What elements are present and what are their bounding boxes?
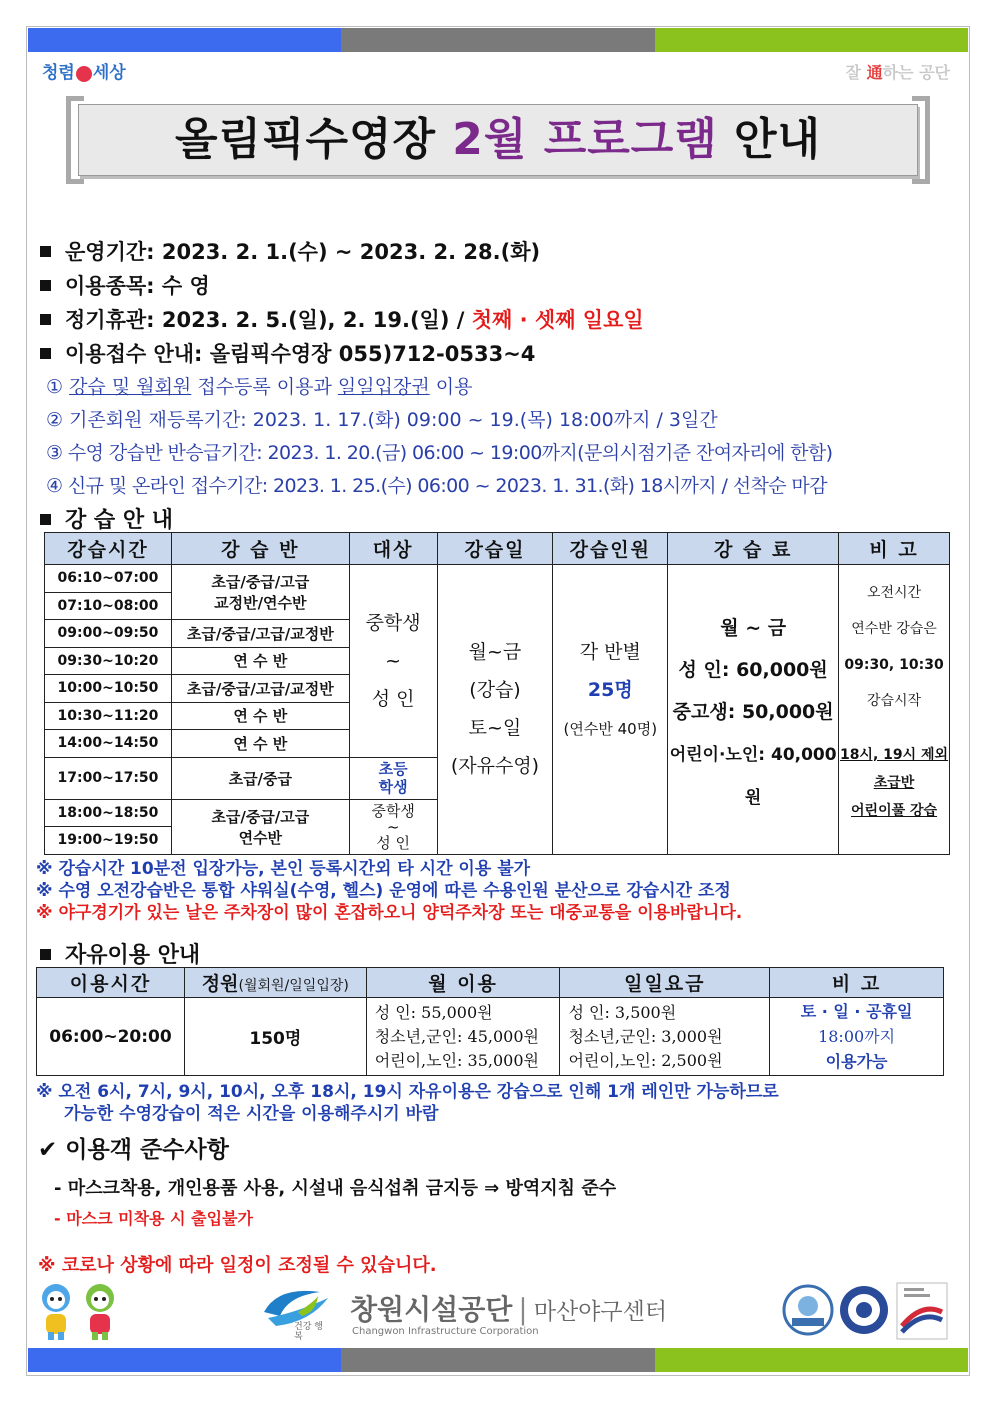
daily-fees: 성 인: 3,500원 청소년,군인: 3,000원 어린이,노인: 2,500원 <box>560 998 770 1076</box>
table-row: 18:00~18:50 초급/중급/고급 연수반 중학생 ~ 성 인 <box>45 799 950 827</box>
info-sub-1: ① 강습 및 월회원 접수등록 이용과 일일입장권 이용 <box>46 376 473 398</box>
human-rights-certification-icon <box>838 1284 890 1336</box>
table-row: 07:10~08:00 <box>45 592 950 620</box>
top-color-bar <box>28 28 968 52</box>
info-item: 이용종목: 수 영 <box>40 269 833 303</box>
lessons-section-title: 강 습 안 내 <box>40 503 173 534</box>
info-sub-2: ② 기존회원 재등록기간: 2023. 1. 17.(화) 09:00 ~ 19.(목) 18:00까지 / 3일간 <box>46 409 718 431</box>
table-row: 06:00~20:00 150명 성 인: 55,000원 청소년,군인: 45,000원 어린이,노인: 35,000원 성 인: 3,500원 청소년,군인: 3,000원 어린이,노인: 2,500원 토 · 일 · 공휴일 18:00까지 이용가능 <box>37 998 944 1076</box>
table-row: 14:00~14:50 연 수 반 <box>45 730 950 758</box>
capacity-cell: 각 반별 25명 (연수반 40명) <box>553 565 668 855</box>
title-box <box>66 96 930 184</box>
table-row: 09:00~09:50 초급/중급/고급/교정반 <box>45 620 950 648</box>
target-cell-3: 중학생 ~ 성 인 <box>349 799 437 854</box>
lessons-header-fee: 강 습 료 <box>668 533 839 565</box>
target-cell-elementary: 초등 학생 <box>349 757 437 799</box>
table-row: 06:10~07:00 초급/중급/고급 교정반/연수반 중학생 ~ 성 인 월~금 (강습) 토~일 (자유수영) 각 반별 25명 (연수반 40명) 월 ~ 금 성 인: 60,000원 중고생: 50,000원 어린이·노인: 40,000원 오전시간 연수반 강습은 09:30, 10:30 강습시작 18시, 19시 제외 초급반 어린이풀 강습 <box>45 565 950 593</box>
lessons-header-target: 대상 <box>349 533 437 565</box>
rule-1: - 마스크착용, 개인용품 사용, 시설내 음식섭취 금지등 ⇒ 방역지침 준수 <box>54 1178 617 1199</box>
info-section <box>40 235 833 503</box>
table-row: 10:00~10:50 초급/중급/고급/교정반 <box>45 675 950 703</box>
info-sub-3: ③ 수영 강습반 반승급기간: 2023. 1. 20.(금) 06:00 ~ 19:00까지(문의시점기준 잔여자리에 한함) <box>46 442 833 464</box>
page-title: 올림픽수영장 2월 프로그램 안내 <box>78 104 918 176</box>
free-use-notes: ※ 오전 6시, 7시, 9시, 10시, 오후 18시, 19시 자유이용은 강습으로 인해 1개 레인만 가능하므로 가능한 수영강습이 적은 시간을 이용해주시기 바람 <box>36 1082 779 1124</box>
fee-cell: 월 ~ 금 성 인: 60,000원 중고생: 50,000원 어린이·노인: 40,000원 <box>668 565 839 855</box>
table-row: 09:30~10:20 연 수 반 <box>45 647 950 675</box>
table-row: 19:00~19:50 <box>45 827 950 855</box>
lessons-header-class: 강 습 반 <box>171 533 349 565</box>
info-closed: 정기휴관: 2023. 2. 5.(일), 2. 19.(일) / 첫째 · 셋째 일요일 <box>40 303 833 337</box>
rule-2: - 마스크 미착용 시 출입불가 <box>54 1209 253 1228</box>
free-use-section-title: 자유이용 안내 <box>40 938 200 969</box>
rules-title: ✔ 이용객 준수사항 <box>38 1137 229 1163</box>
logo-slogan: 잘 通하는 공단 <box>845 63 950 82</box>
info-period: 운영기간: 2023. 2. 1.(수) ~ 2023. 2. 28.(화) <box>40 235 833 269</box>
lessons-header-time: 강습시간 <box>45 533 172 565</box>
remark-cell: 오전시간 연수반 강습은 09:30, 10:30 강습시작 18시, 19시 제외 초급반 어린이풀 강습 <box>839 565 950 855</box>
mascot-icon <box>80 1282 120 1342</box>
table-row: 17:00~17:50 초급/중급 초등 학생 <box>45 757 950 799</box>
days-cell: 월~금 (강습) 토~일 (자유수영) <box>437 565 553 855</box>
certification-emblem-icon <box>896 1282 948 1340</box>
mascot-icon <box>36 1282 76 1342</box>
info-sub-4: ④ 신규 및 온라인 접수기간: 2023. 1. 25.(수) 06:00 ~ 2023. 1. 31.(화) 18시까지 / 선착순 마감 <box>46 475 827 497</box>
target-cell: 중학생 ~ 성 인 <box>349 565 437 758</box>
free-use-remark: 토 · 일 · 공휴일 18:00까지 이용가능 <box>770 998 944 1076</box>
logo-integrity-world: 청렴 세상 <box>42 63 126 83</box>
lessons-header-days: 강습일 <box>437 533 553 565</box>
lessons-header-capacity: 강습인원 <box>553 533 668 565</box>
bottom-color-bar <box>28 1348 968 1372</box>
free-use-table: 이용시간 정원(월회원/일일입장) 월 이용 일일요금 비 고 06:00~20:00 150명 성 인: 55,000원 청소년,군인: 45,000원 어린이,노인: 35,000원 성 인: 3,500원 청소년,군인: 3,000원 어린이,노인: 2,500원 토 · 일 · 공휴일 18:00까지 이용가능 <box>36 967 944 1076</box>
class-cell: 초급/중급/고급 교정반/연수반 <box>171 565 349 620</box>
monthly-fees: 성 인: 55,000원 청소년,군인: 45,000원 어린이,노인: 35,000원 <box>366 998 560 1076</box>
lessons-table <box>44 532 950 855</box>
ccm-certification-icon <box>782 1284 834 1336</box>
lesson-notes: ※ 강습시간 10분전 입장가능, 본인 등록시간외 타 시간 이용 불가 ※ 수영 오전강습반은 통합 샤워실(수영, 헬스) 운영에 따른 수용인원 분산으로 강습시간 조정 ※ 야구경기가 있는 날은 주차장이 많이 혼잡하오니 양덕주차장 또는 대중교통을 이용바랍니다. <box>36 859 743 923</box>
covid-notice: ※ 코로나 상황에 따라 일정이 조정될 수 있습니다. <box>38 1255 437 1276</box>
lessons-header-remark: 비 고 <box>839 533 950 565</box>
rules-section <box>38 1131 616 1277</box>
info-reception: 이용접수 안내: 올림픽수영장 055)712-0533~4 <box>40 337 833 371</box>
table-row: 10:30~11:20 연 수 반 <box>45 702 950 730</box>
